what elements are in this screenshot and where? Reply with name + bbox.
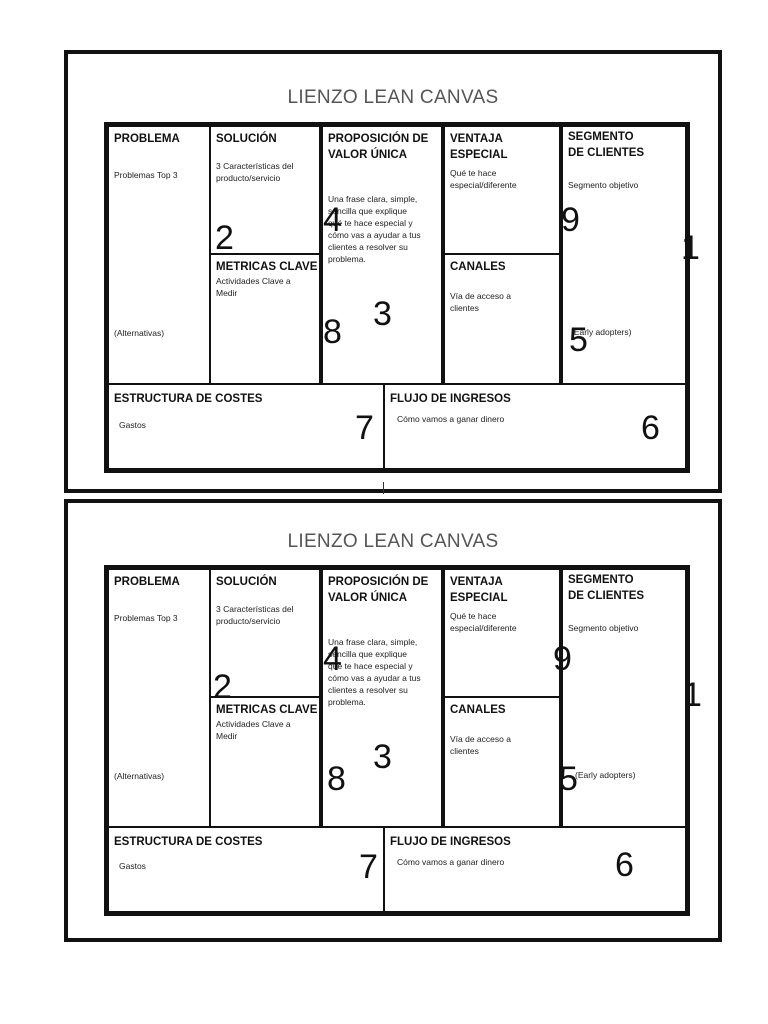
- problema-heading: PROBLEMA: [114, 133, 180, 145]
- propuesta-number-3: 3: [373, 738, 392, 776]
- ventaja-heading: VENTAJA ESPECIAL: [450, 576, 508, 604]
- block-ventaja: [443, 125, 561, 255]
- ventaja-text: Qué te hace especial/diferente: [450, 168, 517, 190]
- costes-text: Gastos: [119, 420, 146, 430]
- canvas-grid: [104, 565, 702, 916]
- propuesta-text: Una frase clara, simple, sencilla que explique qué te hace especial y cómo vas a ayudar a tus clientes a resolver su problema.: [328, 637, 421, 707]
- canales-text: Vía de acceso a clientes: [450, 291, 511, 313]
- metricas-heading: METRICAS CLAVE: [216, 704, 318, 716]
- block-solucion: [209, 125, 321, 255]
- block-ventaja: [443, 568, 561, 698]
- propuesta-number-4: 4: [323, 640, 342, 678]
- canvas-title: LIENZO LEAN CANVAS: [287, 531, 499, 552]
- problema-text: Problemas Top 3: [114, 613, 178, 623]
- canales-number: 5: [569, 321, 588, 359]
- block-solucion: [209, 568, 321, 706]
- propuesta-heading: PROPOSICIÓN DE VALOR ÚNICA: [328, 133, 429, 161]
- canales-heading: CANALES: [450, 704, 506, 716]
- ingresos-text: Cómo vamos a ganar dinero: [397, 414, 505, 424]
- ingresos-text: Cómo vamos a ganar dinero: [397, 857, 505, 867]
- lean-canvas-frame-1: [64, 50, 722, 493]
- block-metricas: [209, 696, 346, 828]
- solucion-number: 2: [213, 668, 232, 706]
- propuesta-number-3: 3: [373, 295, 392, 333]
- canales-text: Vía de acceso a clientes: [450, 734, 511, 756]
- canvas-grid: [104, 122, 700, 473]
- metricas-text: Actividades Clave a Medir: [216, 719, 291, 741]
- canales-heading: CANALES: [450, 261, 506, 273]
- block-canales: [443, 696, 561, 828]
- costes-text: Gastos: [119, 861, 146, 871]
- block-ingresos: [383, 826, 687, 913]
- segmento-text: Segmento objetivo: [568, 623, 639, 633]
- block-canales: [443, 253, 561, 385]
- propuesta-text: Una frase clara, simple, sencilla que explique qué te hace especial y cómo vas a ayudar a tus clientes a resolver su problema.: [328, 194, 421, 264]
- ingresos-number: 6: [615, 846, 634, 884]
- solucion-heading: SOLUCIÓN: [216, 576, 277, 588]
- canales-number: 5: [559, 760, 578, 798]
- metricas-number: 8: [323, 313, 342, 351]
- costes-heading: ESTRUCTURA DE COSTES: [114, 393, 263, 405]
- solucion-number: 2: [215, 219, 234, 257]
- ingresos-heading: FLUJO DE INGRESOS: [390, 836, 511, 848]
- block-costes: [107, 383, 385, 470]
- metricas-heading: METRICAS CLAVE: [216, 261, 318, 273]
- ingresos-heading: FLUJO DE INGRESOS: [390, 393, 511, 405]
- block-segmento: [561, 125, 687, 385]
- solucion-text: 3 Características del producto/servicio: [216, 161, 294, 183]
- ventaja-heading: VENTAJA ESPECIAL: [450, 133, 508, 161]
- segmento-heading: SEGMENTO DE CLIENTES: [568, 574, 645, 602]
- segmento-number: 1: [681, 229, 700, 267]
- block-ingresos: [383, 383, 687, 470]
- divider-line: [383, 482, 384, 494]
- canvas-title: LIENZO LEAN CANVAS: [287, 87, 499, 108]
- block-propuesta: [321, 568, 443, 828]
- problema-alternativas: (Alternativas): [114, 771, 165, 781]
- costes-heading: ESTRUCTURA DE COSTES: [114, 836, 263, 848]
- block-problema: [107, 125, 211, 385]
- block-propuesta: [321, 125, 443, 385]
- problema-heading: PROBLEMA: [114, 576, 180, 588]
- block-segmento: [553, 568, 687, 828]
- segmento-heading: SEGMENTO DE CLIENTES: [568, 131, 645, 159]
- problema-text: Problemas Top 3: [114, 170, 178, 180]
- ventaja-number: 9: [561, 201, 580, 239]
- block-metricas: [209, 253, 342, 385]
- segmento-number: 1: [683, 676, 702, 714]
- segmento-early-adopters: (Early adopters): [571, 327, 632, 337]
- costes-number: 7: [355, 409, 374, 447]
- costes-number: 7: [359, 848, 378, 886]
- ventaja-text: Qué te hace especial/diferente: [450, 611, 517, 633]
- problema-alternativas: (Alternativas): [114, 328, 165, 338]
- metricas-text: Actividades Clave a Medir: [216, 276, 291, 298]
- ingresos-number: 6: [641, 409, 660, 447]
- segmento-text: Segmento objetivo: [568, 180, 639, 190]
- propuesta-number-4: 4: [323, 201, 342, 239]
- segmento-early-adopters: (Early adopters): [575, 770, 636, 780]
- lean-canvas-frame-2: [64, 499, 722, 942]
- solucion-text: 3 Características del producto/servicio: [216, 604, 294, 626]
- block-problema: [107, 568, 211, 828]
- block-costes: [107, 826, 385, 913]
- solucion-heading: SOLUCIÓN: [216, 133, 277, 145]
- metricas-number: 8: [327, 760, 346, 798]
- propuesta-heading: PROPOSICIÓN DE VALOR ÚNICA: [328, 576, 429, 604]
- ventaja-number: 9: [553, 640, 572, 678]
